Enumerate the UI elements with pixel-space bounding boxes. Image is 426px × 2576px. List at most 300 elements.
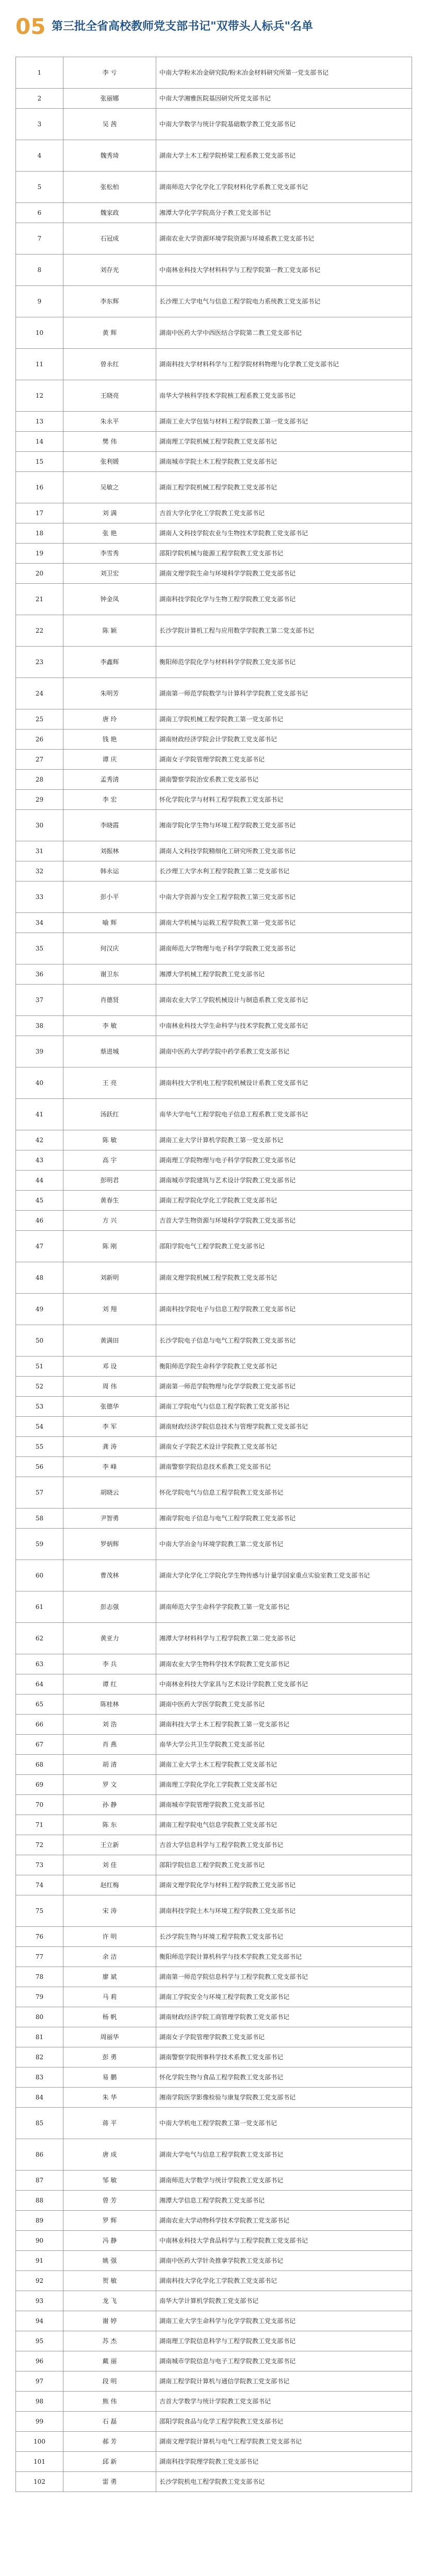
table-row [16, 1325, 412, 1357]
person-name: 黄春生 [63, 1191, 156, 1211]
person-name: 李 亏 [63, 57, 156, 89]
person-name: 罗炳辉 [63, 1529, 156, 1560]
row-number: 37 [16, 985, 63, 1016]
unit-description: 湖南理工学院机械工程学院教工党支部书记 [156, 432, 412, 452]
person-name: 孟秀清 [63, 770, 156, 790]
table-row [16, 1294, 412, 1325]
table-row [16, 1591, 412, 1623]
unit-description: 南华大学计算机学院教工党支部书记 [156, 2291, 412, 2311]
person-name: 樊 伟 [63, 432, 156, 452]
table-row [16, 1457, 412, 1477]
person-name: 肖德贤 [63, 985, 156, 1016]
row-number: 62 [16, 1623, 63, 1654]
row-number: 41 [16, 1099, 63, 1130]
unit-description: 湖南工业大学生命科学与化学学院教工党支部书记 [156, 2311, 412, 2331]
person-name: 肖 燕 [63, 1735, 156, 1755]
row-number: 21 [16, 584, 63, 615]
table-row [16, 730, 412, 750]
table-row [16, 1417, 412, 1437]
row-number: 32 [16, 861, 63, 882]
table-row [16, 1357, 412, 1377]
person-name: 胡晓云 [63, 1477, 156, 1509]
unit-description: 湖南师范大学数学与统计学院教工党支部书记 [156, 2171, 412, 2191]
row-number: 68 [16, 1755, 63, 1775]
row-number: 28 [16, 770, 63, 790]
header [15, 11, 418, 42]
person-name: 钟金凤 [63, 584, 156, 615]
row-number: 20 [16, 564, 63, 584]
table-row [16, 1795, 412, 1815]
person-name: 曾永红 [63, 349, 156, 380]
row-number: 46 [16, 1211, 63, 1231]
person-name: 刘 浩 [63, 1715, 156, 1735]
unit-description: 长沙学院电子信息与电气工程学院教工党支部书记 [156, 1325, 412, 1357]
row-number: 50 [16, 1325, 63, 1357]
person-name: 李雪秀 [63, 544, 156, 564]
person-name: 廖 斌 [63, 1967, 156, 1987]
row-number: 42 [16, 1130, 63, 1150]
person-name: 陈 敏 [63, 1130, 156, 1150]
row-number: 71 [16, 1815, 63, 1835]
row-number: 51 [16, 1357, 63, 1377]
row-number: 9 [16, 286, 63, 317]
row-number: 74 [16, 1875, 63, 1895]
person-name: 石冠成 [63, 223, 156, 255]
person-name: 张利媛 [63, 452, 156, 472]
list-table [15, 57, 412, 2492]
unit-description: 中南林业科技大学食品科学与工程学院教工党支部书记 [156, 2231, 412, 2251]
unit-description: 湖南女子学院艺术设计学院教工党支部书记 [156, 1437, 412, 1457]
row-number: 94 [16, 2311, 63, 2331]
person-name: 吴 茜 [63, 109, 156, 140]
table-row [16, 2047, 412, 2067]
person-name: 余 洁 [63, 1947, 156, 1967]
person-name: 龙 飞 [63, 2291, 156, 2311]
unit-description: 湖南城市学院土木工程学院教工党支部书记 [156, 452, 412, 472]
unit-description: 怀化学院生物与食品工程学院教工党支部书记 [156, 2067, 412, 2088]
row-number: 60 [16, 1560, 63, 1591]
row-number: 54 [16, 1417, 63, 1437]
unit-description: 湖南理工学院化学化工学院教工党支部书记 [156, 1775, 412, 1795]
person-name: 黄亚力 [63, 1623, 156, 1654]
person-name: 胡 清 [63, 1755, 156, 1775]
table-row [16, 2392, 412, 2412]
row-number: 19 [16, 544, 63, 564]
table-row [16, 255, 412, 286]
person-name: 陈 刚 [63, 1231, 156, 1262]
table-row [16, 1875, 412, 1895]
person-name: 龚 涛 [63, 1437, 156, 1457]
table-row [16, 2108, 412, 2139]
row-number: 58 [16, 1509, 63, 1529]
person-name: 张松柏 [63, 172, 156, 203]
table-row [16, 584, 412, 615]
table-row [16, 1477, 412, 1509]
person-name: 喻 辉 [63, 913, 156, 933]
table-row [16, 1895, 412, 1927]
unit-description: 湖南财政经济学院信息技术与管理学院教工党支部书记 [156, 1417, 412, 1437]
row-number: 95 [16, 2331, 63, 2351]
person-name: 张 艳 [63, 523, 156, 544]
row-number: 88 [16, 2191, 63, 2211]
unit-description: 中南林业科技大学材料科学与工程学院第一教工党支部书记 [156, 255, 412, 286]
person-name: 曾 芳 [63, 2191, 156, 2211]
row-number: 86 [16, 2139, 63, 2171]
person-name: 陈桂林 [63, 1694, 156, 1715]
unit-description: 湖南中医药大学针灸推拿学院教工党支部书记 [156, 2251, 412, 2271]
person-name: 魏家政 [63, 203, 156, 223]
unit-description: 湘潭大学化学学院高分子教工党支部书记 [156, 203, 412, 223]
unit-description: 湖南文理学院机械工程学院教工党支部书记 [156, 1262, 412, 1294]
row-number: 8 [16, 255, 63, 286]
person-name: 邓 设 [63, 1357, 156, 1377]
table-row [16, 2251, 412, 2271]
unit-description: 湖南农业大学资源环境学院资源与环境系教工党支部书记 [156, 223, 412, 255]
table-row [16, 1735, 412, 1755]
row-number: 25 [16, 709, 63, 730]
person-name: 段 明 [63, 2371, 156, 2392]
table-row [16, 933, 412, 964]
row-number: 10 [16, 317, 63, 349]
unit-description: 怀化学院化学与材料工程学院教工党支部书记 [156, 790, 412, 810]
table-row [16, 109, 412, 140]
row-number: 79 [16, 1987, 63, 2007]
unit-description: 衡阳师范学院化学与材料科学学院教工党支部书记 [156, 647, 412, 678]
unit-description: 湖南工程学院电气信息学院教工党支部书记 [156, 1815, 412, 1835]
person-name: 李 峰 [63, 1457, 156, 1477]
row-number: 67 [16, 1735, 63, 1755]
table-row [16, 89, 412, 109]
unit-description: 吉首大学化学化工学院教工党支部书记 [156, 503, 412, 523]
unit-description: 中南林业科技大学生命科学与技术学院教工党支部书记 [156, 1016, 412, 1036]
person-name: 唐 成 [63, 2139, 156, 2171]
row-number: 90 [16, 2231, 63, 2251]
table-row [16, 913, 412, 933]
person-name: 刘 佳 [63, 1855, 156, 1875]
table-row [16, 203, 412, 223]
row-number: 49 [16, 1294, 63, 1325]
row-number: 66 [16, 1715, 63, 1735]
person-name: 邱 新 [63, 2452, 156, 2472]
table-row [16, 523, 412, 544]
row-number: 82 [16, 2047, 63, 2067]
row-number: 27 [16, 750, 63, 770]
table-row [16, 750, 412, 770]
row-number: 16 [16, 472, 63, 503]
row-number: 97 [16, 2371, 63, 2392]
unit-description: 邵阳学院食品与化学工程学院教工党支部书记 [156, 2412, 412, 2432]
unit-description: 中南大学粉末冶金研究院/粉末冶金材料研究所第一党支部书记 [156, 57, 412, 89]
row-number: 40 [16, 1067, 63, 1099]
person-name: 张德华 [63, 1397, 156, 1417]
person-name: 刘 翔 [63, 1294, 156, 1325]
table-row [16, 985, 412, 1016]
person-name: 王立新 [63, 1835, 156, 1855]
unit-description: 湖南科技大学材料科学与工程学院材料物理与化学教工党支部书记 [156, 349, 412, 380]
unit-description: 湖南科技学院土木与环境工程学院教工党支部书记 [156, 1895, 412, 1927]
row-number: 91 [16, 2251, 63, 2271]
person-name: 唐 玲 [63, 709, 156, 730]
person-name: 李东辉 [63, 286, 156, 317]
person-name: 谭 红 [63, 1674, 156, 1694]
table-row [16, 1674, 412, 1694]
table-row [16, 1927, 412, 1947]
unit-description: 中南大学数学与统计学院基础数学教工党支部书记 [156, 109, 412, 140]
unit-description: 湖南理工学院信息科学与工程学院教工党支部书记 [156, 2331, 412, 2351]
unit-description: 衡阳师范学院生命科学学院教工党支部书记 [156, 1357, 412, 1377]
person-name: 彭小平 [63, 882, 156, 913]
row-number: 93 [16, 2291, 63, 2311]
row-number: 84 [16, 2088, 63, 2108]
row-number: 23 [16, 647, 63, 678]
unit-description: 湖南科技学院化学与生物工程学院教工党支部书记 [156, 584, 412, 615]
person-name: 姚 强 [63, 2251, 156, 2271]
row-number: 2 [16, 89, 63, 109]
person-name: 钱 艳 [63, 730, 156, 750]
unit-description: 中南大学冶金与环境学院教工第二党支部书记 [156, 1529, 412, 1560]
table-row [16, 1755, 412, 1775]
row-number: 30 [16, 810, 63, 841]
person-name: 曹茂林 [63, 1560, 156, 1591]
row-number: 52 [16, 1377, 63, 1397]
row-number: 80 [16, 2007, 63, 2027]
unit-description: 湖南人文科技学院农业与生物技术学院教工党支部书记 [156, 523, 412, 544]
table-row [16, 1130, 412, 1150]
person-name: 朱永平 [63, 412, 156, 432]
unit-description: 邵阳学院电气工程学院教工党支部书记 [156, 1231, 412, 1262]
row-number: 85 [16, 2108, 63, 2139]
unit-description: 湖南文理学院计算机与电气工程学院教工党支部书记 [156, 2432, 412, 2452]
table-row [16, 770, 412, 790]
person-name: 王晓亮 [63, 380, 156, 412]
person-name: 谭 庆 [63, 750, 156, 770]
table-row [16, 2432, 412, 2452]
person-name: 吴敏之 [63, 472, 156, 503]
table-row [16, 503, 412, 523]
table-row [16, 1855, 412, 1875]
person-name: 周 伟 [63, 1377, 156, 1397]
unit-description: 衡阳师范学院计算机科学与技术学院教工党支部书记 [156, 1947, 412, 1967]
row-number: 53 [16, 1397, 63, 1417]
table-row [16, 1815, 412, 1835]
unit-description: 怀化学院电气与信息工程学院教工党支部书记 [156, 1477, 412, 1509]
person-name: 宋 涛 [63, 1895, 156, 1927]
person-name: 李晓霞 [63, 810, 156, 841]
person-name: 汤跃红 [63, 1099, 156, 1130]
unit-description: 湖南师范大学生命科学学院教工第一党支部书记 [156, 1591, 412, 1623]
row-number: 77 [16, 1947, 63, 1967]
table-row [16, 2027, 412, 2047]
person-name: 邹 敏 [63, 2171, 156, 2191]
table-row [16, 810, 412, 841]
table-row [16, 882, 412, 913]
section-number: 05 [15, 14, 46, 39]
row-number: 38 [16, 1016, 63, 1036]
table-row [16, 1211, 412, 1231]
table-row [16, 140, 412, 172]
table-row [16, 1231, 412, 1262]
row-number: 100 [16, 2432, 63, 2452]
row-number: 14 [16, 432, 63, 452]
unit-description: 吉首大学数学与统计学院教工党支部书记 [156, 2392, 412, 2412]
row-number: 83 [16, 2067, 63, 2088]
table-row [16, 1036, 412, 1067]
person-name: 彭明君 [63, 1171, 156, 1191]
row-number: 89 [16, 2211, 63, 2231]
unit-description: 湖南中医药大学药学院中药学系教工党支部书记 [156, 1036, 412, 1067]
table-row [16, 2139, 412, 2171]
person-name: 郝 芳 [63, 2432, 156, 2452]
row-number: 64 [16, 1674, 63, 1694]
person-name: 周丽华 [63, 2027, 156, 2047]
table-row [16, 544, 412, 564]
table-row [16, 57, 412, 89]
row-number: 81 [16, 2027, 63, 2047]
table-row [16, 1397, 412, 1417]
unit-description: 湖南科技大学机电工程学院机械设计系教工党支部书记 [156, 1067, 412, 1099]
unit-description: 湖南工程学院机械工程学院教工党支部书记 [156, 472, 412, 503]
unit-description: 湖南人文科技学院精细化工研究所教工党支部书记 [156, 841, 412, 861]
unit-description: 湖南文理学院生命与环境科学学院教工党支部书记 [156, 564, 412, 584]
person-name: 魏秀琦 [63, 140, 156, 172]
row-number: 57 [16, 1477, 63, 1509]
row-number: 96 [16, 2351, 63, 2371]
row-number: 43 [16, 1150, 63, 1171]
unit-description: 湖南科技大学土木工程学院教工第一党支部书记 [156, 1715, 412, 1735]
unit-description: 湖南文理学院化学与材料工程学院教工党支部书记 [156, 1875, 412, 1895]
table-row [16, 432, 412, 452]
table-row [16, 1835, 412, 1855]
unit-description: 湖南师范大学化学化工学院材料化学系教工党支部书记 [156, 172, 412, 203]
row-number: 73 [16, 1855, 63, 1875]
unit-description: 湖南第一师范学院信息科学与工程学院教工党支部书记 [156, 1967, 412, 1987]
person-name: 黄 辉 [63, 317, 156, 349]
unit-description: 湖南女子学院管理学院教工党支部书记 [156, 750, 412, 770]
person-name: 彭 勇 [63, 2047, 156, 2067]
list-table-wrapper [15, 57, 412, 2492]
table-row [16, 2231, 412, 2251]
table-row [16, 647, 412, 678]
unit-description: 湘潭大学信息工程学院教工党支部书记 [156, 2191, 412, 2211]
unit-description: 湘潭大学材料科学与工程学院教工第二党支部书记 [156, 1623, 412, 1654]
table-row [16, 1987, 412, 2007]
row-number: 61 [16, 1591, 63, 1623]
table-row [16, 564, 412, 584]
table-row [16, 452, 412, 472]
unit-description: 湖南工学院机械工程学院教工第一党支部书记 [156, 709, 412, 730]
table-row [16, 2088, 412, 2108]
row-number: 15 [16, 452, 63, 472]
row-number: 3 [16, 109, 63, 140]
table-row [16, 1099, 412, 1130]
row-number: 101 [16, 2452, 63, 2472]
person-name: 陈 东 [63, 1815, 156, 1835]
table-row [16, 1654, 412, 1674]
table-row [16, 2291, 412, 2311]
person-name: 戴 丽 [63, 2351, 156, 2371]
table-row [16, 709, 412, 730]
person-name: 朱 华 [63, 2088, 156, 2108]
table-row [16, 1016, 412, 1036]
row-number: 36 [16, 964, 63, 985]
person-name: 孙 静 [63, 1795, 156, 1815]
row-number: 17 [16, 503, 63, 523]
row-number: 56 [16, 1457, 63, 1477]
row-number: 11 [16, 349, 63, 380]
list-table-body [16, 57, 412, 2492]
unit-description: 湖南中医药大学中西医结合学院第二教工党支部书记 [156, 317, 412, 349]
person-name: 方 兴 [63, 1211, 156, 1231]
unit-description: 南华大学电气工程学院电子信息工程系教工党支部书记 [156, 1099, 412, 1130]
table-row [16, 1967, 412, 1987]
person-name: 罗 辉 [63, 2211, 156, 2231]
person-name: 石 磊 [63, 2412, 156, 2432]
unit-description: 长沙学院机电工程学院教工党支部书记 [156, 2472, 412, 2492]
table-row [16, 286, 412, 317]
person-name: 李 军 [63, 1417, 156, 1437]
unit-description: 湘南学院电子信息与电气工程学院教工党支部书记 [156, 1509, 412, 1529]
unit-description: 湖南师范大学物理与电子科学学院教工党支部书记 [156, 933, 412, 964]
row-number: 18 [16, 523, 63, 544]
row-number: 99 [16, 2412, 63, 2432]
row-number: 98 [16, 2392, 63, 2412]
table-row [16, 841, 412, 861]
unit-description: 湖南大学机械与运载工程学院教工第一党支部书记 [156, 913, 412, 933]
person-name: 刘振林 [63, 841, 156, 861]
table-row [16, 472, 412, 503]
person-name: 罗 文 [63, 1775, 156, 1795]
person-name: 冯 静 [63, 2231, 156, 2251]
table-row [16, 1529, 412, 1560]
table-row [16, 412, 412, 432]
table-row [16, 1560, 412, 1591]
row-number: 5 [16, 172, 63, 203]
table-row [16, 1694, 412, 1715]
person-name: 张丽娜 [63, 89, 156, 109]
table-row [16, 1623, 412, 1654]
person-name: 刘新明 [63, 1262, 156, 1294]
row-number: 63 [16, 1654, 63, 1674]
table-row [16, 2371, 412, 2392]
table-row [16, 380, 412, 412]
table-row [16, 2191, 412, 2211]
unit-description: 长沙学院生物与环境工程学院教工党支部书记 [156, 1927, 412, 1947]
table-row [16, 2171, 412, 2191]
person-name: 刘卫宏 [63, 564, 156, 584]
unit-description: 湖南工学院安全与环境工程学院教工党支部书记 [156, 1987, 412, 2007]
person-name: 谢 婷 [63, 2311, 156, 2331]
unit-description: 湖南大学土木工程学院桥梁工程系教工党支部书记 [156, 140, 412, 172]
row-number: 29 [16, 790, 63, 810]
table-row [16, 1191, 412, 1211]
row-number: 39 [16, 1036, 63, 1067]
table-row [16, 1775, 412, 1795]
table-row [16, 1509, 412, 1529]
row-number: 75 [16, 1895, 63, 1927]
row-number: 26 [16, 730, 63, 750]
table-row [16, 2412, 412, 2432]
person-name: 雷 勇 [63, 2472, 156, 2492]
unit-description: 湖南理工学院物理与电子科学学院教工党支部书记 [156, 1150, 412, 1171]
unit-description: 湖南工业大学计算机学院教工第一党支部书记 [156, 1130, 412, 1150]
person-name: 韩永运 [63, 861, 156, 882]
table-row [16, 861, 412, 882]
unit-description: 南华大学公共卫生学院教工党支部书记 [156, 1735, 412, 1755]
person-name: 李 兵 [63, 1654, 156, 1674]
row-number: 6 [16, 203, 63, 223]
person-name: 彭志强 [63, 1591, 156, 1623]
row-number: 44 [16, 1171, 63, 1191]
